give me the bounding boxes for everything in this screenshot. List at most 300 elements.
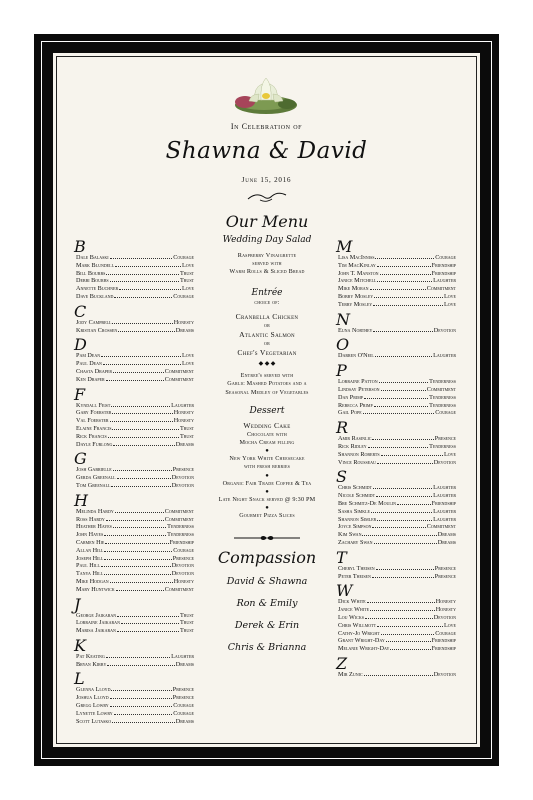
table-name: Presence <box>434 435 456 443</box>
guest-entry <box>338 402 456 410</box>
group-letter: W <box>336 581 353 601</box>
guest-entry <box>76 376 194 384</box>
group-letter: G <box>74 449 87 469</box>
dot-leader <box>113 445 174 446</box>
guest-name: Mary Huntwick <box>76 585 115 593</box>
guest-name: Zachary Swan <box>338 538 373 546</box>
dot-leader <box>374 297 443 298</box>
table-name: Devotion <box>171 481 194 489</box>
dot-leader <box>381 455 443 456</box>
dot-leader <box>115 266 181 267</box>
table-name: Love <box>443 292 456 300</box>
table-name: Laughter <box>433 484 456 492</box>
guest-name: Pam Dean <box>76 352 101 360</box>
guest-entry <box>76 352 194 360</box>
dot-leader <box>117 631 179 632</box>
dot-leader <box>374 406 428 407</box>
guest-group <box>74 384 194 449</box>
table-couples <box>210 576 324 654</box>
flourish-ornament <box>246 190 288 204</box>
guest-group <box>336 309 456 335</box>
guest-group <box>74 669 194 725</box>
table-name: Friendship <box>431 269 456 277</box>
celebration-line: In Celebration of <box>230 122 303 131</box>
dot-leader <box>377 281 432 282</box>
guest-column-right <box>336 237 456 681</box>
guest-entry <box>76 516 194 524</box>
guest-name: Lynette Lowry <box>76 709 113 717</box>
guest-entry <box>76 661 194 669</box>
pizza-line: Gourmet Pizza Slices <box>239 512 295 520</box>
dot-leader <box>112 323 172 324</box>
table-name: Presence <box>434 564 456 572</box>
guest-entry <box>338 531 456 539</box>
guest-name: Terry Mosley <box>338 300 373 308</box>
entree-heading: Entrée <box>251 287 283 298</box>
guest-entry <box>76 285 194 293</box>
guest-name: Mike Hodgan <box>76 577 109 585</box>
dot-leader <box>118 331 174 332</box>
guest-entry <box>76 555 194 563</box>
guest-name: Bill Bourbs <box>76 269 106 277</box>
guest-name: Lorraine Patton <box>338 378 378 386</box>
guest-name: Melanie Wright-Day <box>338 645 390 653</box>
dessert-heading: Dessert <box>249 405 285 416</box>
guest-name: Allan Hill <box>76 546 104 554</box>
entree-note-line: Seasonal Medley of Vegetables <box>225 388 309 396</box>
dot-leader <box>110 258 173 259</box>
entree-note-line: Garlic Mashed Potatoes and a <box>227 380 307 388</box>
group-letter: H <box>74 490 88 510</box>
table-name: Friendship <box>169 538 194 546</box>
dot-leader <box>104 551 172 552</box>
guest-name: Gregg Lowry <box>76 702 109 710</box>
compassion-title: Compassion <box>217 548 317 568</box>
couple-item: Derek & Erin <box>234 620 300 632</box>
guest-name: Dave Buckland <box>76 292 114 300</box>
table-name: Honesty <box>435 606 456 614</box>
table-name: Devotion <box>433 613 456 621</box>
guest-entry <box>76 270 194 278</box>
guest-entry <box>338 277 456 285</box>
dot-leader <box>373 488 432 489</box>
table-name: Dreams <box>175 440 194 448</box>
table-name: Love <box>443 450 456 458</box>
dessert-line: Wedding Cake <box>243 420 291 430</box>
dot-leader <box>381 390 426 391</box>
guest-name: Lindsay Peterson <box>338 385 380 393</box>
guest-name: Grant Wright-Day <box>338 637 385 645</box>
salad-details <box>210 252 324 277</box>
guest-name: Joshua Lloyd <box>76 694 109 702</box>
guest-name: Carmen Hie <box>76 538 105 546</box>
dot-leader <box>375 356 432 357</box>
guest-entry <box>338 539 456 547</box>
guest-group <box>336 418 456 466</box>
guest-name: Gail Pope <box>338 409 362 417</box>
guest-name: Chris Willmott <box>338 621 377 629</box>
table-name: Tenderness <box>429 393 456 401</box>
guest-entry <box>338 386 456 394</box>
table-name: Tenderness <box>429 378 456 386</box>
guest-entry <box>338 352 456 360</box>
guest-entry <box>76 710 194 718</box>
guest-entry <box>76 718 194 726</box>
guest-entry <box>338 598 456 606</box>
table-name: Devotion <box>433 458 456 466</box>
bullet-dot: ● <box>265 488 269 495</box>
table-name: Presence <box>172 554 194 562</box>
guest-entry <box>76 368 194 376</box>
guest-column-left <box>74 237 194 727</box>
dot-leader <box>377 520 432 521</box>
dot-leader <box>110 582 173 583</box>
guest-entry <box>338 301 456 309</box>
guest-group <box>336 581 456 653</box>
guest-name: Amir Rasinlic <box>338 435 372 443</box>
guest-entry <box>338 630 456 638</box>
guest-entry <box>338 459 456 467</box>
guest-entry <box>338 254 456 262</box>
dot-leader <box>121 623 179 624</box>
dot-leader <box>114 714 173 715</box>
dot-leader <box>381 634 435 635</box>
guest-entry <box>338 262 456 270</box>
guest-entry <box>76 360 194 368</box>
dot-leader <box>119 289 181 290</box>
guest-entry <box>76 694 194 702</box>
guest-name: Cheryl Theisen <box>338 564 375 572</box>
guest-name: Darren O'Neil <box>338 352 374 360</box>
dot-leader <box>376 496 432 497</box>
guest-entry <box>76 578 194 586</box>
guest-entry <box>76 425 194 433</box>
group-letter: L <box>74 669 85 689</box>
dot-leader <box>110 698 172 699</box>
table-name: Courage <box>173 254 194 261</box>
guest-entry <box>338 394 456 402</box>
guest-name: John T. Manston <box>338 269 379 277</box>
table-name: Laughter <box>171 401 194 409</box>
table-name: Tenderness <box>429 401 456 409</box>
guest-name: Kyndall Feist <box>76 401 111 409</box>
table-name: Love <box>181 360 194 368</box>
table-name: Courage <box>173 292 194 300</box>
group-letter: R <box>336 418 349 438</box>
dot-leader <box>372 577 434 578</box>
guest-entry <box>76 254 194 262</box>
table-name: Trust <box>179 277 194 285</box>
guest-name: Shannon Roberts <box>338 450 380 458</box>
guest-entry <box>76 441 194 449</box>
dot-leader <box>363 413 435 414</box>
dot-leader <box>113 527 166 528</box>
table-name: Presence <box>172 686 194 694</box>
table-name: Commitment <box>164 507 194 515</box>
menu-title: Our Menu <box>225 212 309 231</box>
guest-group <box>74 635 194 669</box>
table-name: Honesty <box>173 577 194 585</box>
guest-name: Tanya Hill <box>76 570 104 578</box>
guest-name: Shannon Simler <box>338 515 377 523</box>
entree-note-line: Entree's served with <box>240 372 294 380</box>
couple-item: David & Shawna <box>226 576 308 588</box>
dot-leader <box>105 543 168 544</box>
guest-name: Kristian Crossen <box>76 326 118 334</box>
table-name: Love <box>181 261 194 269</box>
guest-entry <box>76 508 194 516</box>
guest-entry <box>338 516 456 524</box>
guest-name: Scott Lutasko <box>76 717 112 725</box>
dot-leader <box>372 439 433 440</box>
table-name: Dreams <box>437 538 456 546</box>
guest-name: Euna Northey <box>338 326 373 334</box>
dessert-line: Mocha Cream filling <box>239 439 295 447</box>
table-name: Laughter <box>433 515 456 523</box>
guest-entry <box>76 402 194 410</box>
table-name: Trust <box>179 619 194 627</box>
guest-name: Janice White <box>338 606 370 614</box>
table-name: Friendship <box>431 645 456 653</box>
entree-option: Cranbella Chicken <box>235 311 299 321</box>
guest-entry <box>338 645 456 653</box>
guest-entry <box>76 539 194 547</box>
table-name: Trust <box>179 611 194 619</box>
table-name: Commitment <box>426 285 456 293</box>
guest-name: Mir Zunic <box>338 670 363 678</box>
dot-leader <box>106 274 179 275</box>
guest-entry <box>338 285 456 293</box>
guest-entry <box>76 612 194 620</box>
dot-leader <box>112 413 172 414</box>
table-name: Trust <box>179 269 194 277</box>
group-letter: Z <box>336 653 348 673</box>
table-name: Dreams <box>175 717 194 725</box>
guest-entry <box>76 277 194 285</box>
guest-name: Paul Hill <box>76 562 100 570</box>
guest-entry <box>76 653 194 661</box>
guest-entry <box>76 586 194 594</box>
dot-leader <box>376 569 434 570</box>
guest-entry <box>338 637 456 645</box>
group-letter: K <box>74 635 86 655</box>
table-name: Devotion <box>171 474 194 482</box>
couple-item: Chris & Brianna <box>227 642 307 654</box>
table-name: Trust <box>179 432 194 440</box>
guest-entry <box>338 492 456 500</box>
dot-leader <box>111 406 170 407</box>
dot-leader <box>108 437 179 438</box>
dot-leader <box>377 266 431 267</box>
guest-entry <box>338 435 456 443</box>
guest-entry <box>76 523 194 531</box>
guest-name: Pat Keating <box>76 652 105 660</box>
dot-leader <box>365 618 433 619</box>
table-name: Honesty <box>435 598 456 606</box>
guest-name: Tom Greenall <box>76 481 111 489</box>
table-name: Commitment <box>164 367 194 375</box>
entree-or: or <box>264 321 270 329</box>
dot-leader <box>390 649 430 650</box>
group-letter: N <box>336 309 350 329</box>
dot-leader <box>106 380 164 381</box>
dot-leader <box>104 559 171 560</box>
table-name: Commitment <box>164 585 194 593</box>
guest-entry <box>76 686 194 694</box>
guest-name: Mike Moran <box>338 285 369 293</box>
dot-leader <box>110 706 173 707</box>
guest-name: Chris Schmidt <box>338 484 373 492</box>
guest-entry <box>338 378 456 386</box>
dot-leader <box>117 478 171 479</box>
guest-entry <box>338 500 456 508</box>
salad-line: served with <box>252 260 282 268</box>
couple-item: Ron & Emily <box>236 598 298 610</box>
table-name: Trust <box>179 627 194 635</box>
guest-entry <box>338 508 456 516</box>
guest-name: Mark Blundell <box>76 261 115 269</box>
guest-name: Peter Theisen <box>338 572 371 580</box>
dot-leader <box>377 463 433 464</box>
guest-group <box>336 653 456 679</box>
guest-name: Heather Hayes <box>76 523 112 531</box>
guest-name: Lou Wicks <box>338 613 364 621</box>
guest-group <box>336 335 456 360</box>
guest-entry <box>76 319 194 327</box>
dot-leader <box>101 356 181 357</box>
salad-line: Warm Rolls & Sliced Bread <box>229 268 305 276</box>
guest-name: Marisa Jaikaran <box>76 627 116 635</box>
guest-entry <box>338 270 456 278</box>
guest-group <box>336 467 456 546</box>
dot-leader <box>373 305 443 306</box>
dot-leader <box>370 289 426 290</box>
couple-names: Shawna & David <box>165 138 368 164</box>
table-name: Presence <box>434 572 456 580</box>
guest-name: Melinda Hardy <box>76 507 114 515</box>
guest-group <box>336 361 456 417</box>
entree-choice-label: choice of: <box>254 298 280 306</box>
dot-leader <box>379 382 429 383</box>
dot-leader <box>101 566 171 567</box>
dot-leader <box>364 398 428 399</box>
guest-group <box>74 449 194 489</box>
table-name: Honesty <box>173 409 194 417</box>
group-letter: B <box>74 237 86 256</box>
table-name: Tenderness <box>429 442 456 450</box>
table-name: Tenderness <box>167 523 194 531</box>
table-name: Laughter <box>433 492 456 500</box>
wedding-date: June 15, 2016 <box>241 176 292 184</box>
guest-name: Jody Campbell <box>76 318 112 326</box>
guest-name: Cathy-Jo Wright <box>338 629 380 637</box>
guest-entry <box>76 619 194 627</box>
dot-leader <box>107 665 174 666</box>
guest-entry <box>338 484 456 492</box>
coffee-line: Organic Fair Trade Coffee & Tea <box>222 479 312 487</box>
group-letter: D <box>74 335 87 355</box>
table-name: Dreams <box>175 326 194 334</box>
guest-entry <box>338 523 456 531</box>
table-name: Dreams <box>175 660 194 668</box>
guest-name: Janice Mitchell <box>338 277 377 285</box>
table-name: Commitment <box>426 385 456 393</box>
table-name: Laughter <box>171 652 194 660</box>
diamond-separator: ◆ ◆ ◆ <box>258 361 276 368</box>
guest-group <box>74 237 194 301</box>
table-name: Love <box>181 285 194 293</box>
guest-name: Dayle Furlong <box>76 440 113 448</box>
table-name: Devotion <box>433 326 456 334</box>
guest-name: Debbi Bourbs <box>76 277 109 285</box>
entree-or: or <box>264 340 270 348</box>
table-name: Dreams <box>437 531 456 539</box>
guest-name: Sasha Simkle <box>338 507 370 515</box>
guest-entry <box>76 531 194 539</box>
entree-option: Chef's Vegetarian <box>237 348 297 358</box>
guest-entry <box>76 327 194 335</box>
bullet-dot: ● <box>265 505 269 512</box>
dessert-line: Chocolate with <box>246 430 288 438</box>
dot-leader <box>368 447 428 448</box>
guest-entry <box>338 565 456 573</box>
group-letter: S <box>336 467 347 487</box>
guest-name: Gerda Greenall <box>76 474 116 482</box>
table-name: Commitment <box>164 375 194 383</box>
guest-name: Lorraine Jaikaran <box>76 619 120 627</box>
guest-name: Ross Hardy <box>76 515 105 523</box>
guest-entry <box>76 417 194 425</box>
guest-name: Annette Buchner <box>76 285 119 293</box>
table-name: Presence <box>172 466 194 474</box>
dot-leader <box>110 281 179 282</box>
group-letter: O <box>336 335 350 355</box>
guest-entry <box>338 622 456 630</box>
table-name: Trust <box>179 424 194 432</box>
guest-name: Joseph Hill <box>76 554 104 562</box>
group-letter: P <box>336 361 347 381</box>
guest-entry <box>338 671 456 679</box>
group-letter: F <box>74 384 86 404</box>
guest-entry <box>76 293 194 301</box>
guest-name: Tim MacKinlay <box>338 261 376 269</box>
dot-leader <box>112 722 175 723</box>
guest-name: Paul Dean <box>76 360 102 368</box>
table-name: Devotion <box>433 670 456 678</box>
guest-name: Joyce Simpson <box>338 523 372 531</box>
bullet-dot: ● <box>265 448 269 455</box>
table-name: Courage <box>435 629 456 637</box>
guest-entry <box>338 409 456 417</box>
guest-name: Val Foerster <box>76 417 109 425</box>
dot-leader <box>367 602 435 603</box>
guest-group <box>74 301 194 335</box>
dot-leader <box>371 512 432 513</box>
dot-leader <box>373 331 432 332</box>
guest-name: Rebecca Primp <box>338 401 373 409</box>
dot-leader <box>116 590 164 591</box>
entree-note <box>210 372 324 397</box>
dot-leader <box>113 372 164 373</box>
guest-entry <box>338 293 456 301</box>
dot-leader <box>110 421 173 422</box>
table-name: Laughter <box>433 277 456 285</box>
menu-section <box>210 212 324 654</box>
dot-leader <box>380 274 431 275</box>
guest-entry <box>338 327 456 335</box>
bullet-dot: ● <box>265 472 269 479</box>
guest-name: Nicole Schmidt <box>338 492 376 500</box>
